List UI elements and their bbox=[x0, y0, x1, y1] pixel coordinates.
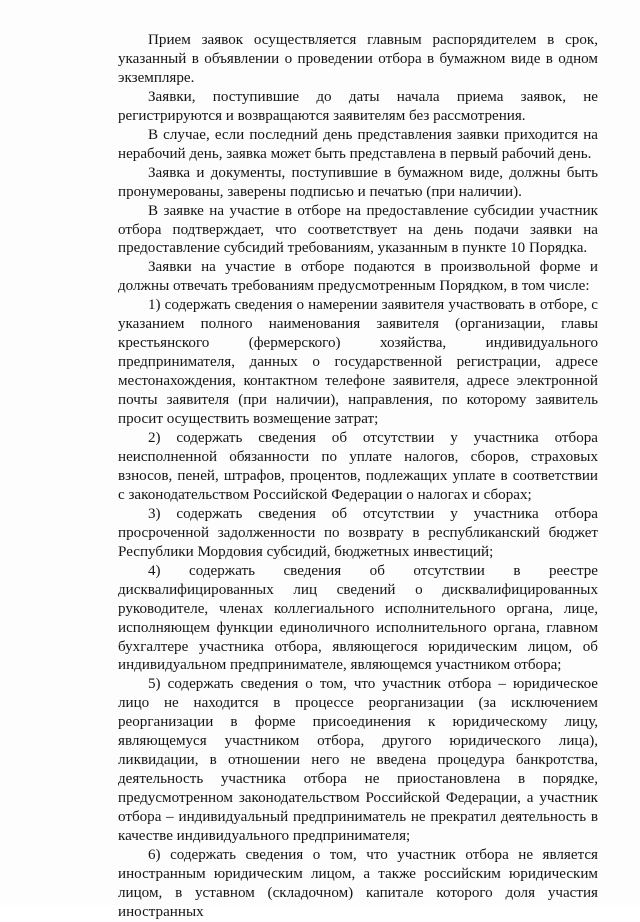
list-item-5: 5) содержать сведения о том, что участник отбора – юридическое лицо не находится в процессе реорганизации (за исключением реорганизации в форме присоединения к юридическому лицу, являющемуся участником отбора, другого юридического лица), ликвидации, в отношении него не введена процедура банкротства, деятельность участника отбора не приостановлена в порядке, предусмотренном законодательством Российской Федерации, а участник отбора – индивидуальный предприниматель не прекратил деятельность в качестве индивидуального предпринимателя; bbox=[118, 676, 598, 845]
list-item-1: 1) содержать сведения о намерении заявителя участвовать в отборе, с указанием полного наименования заявителя (организации, главы крестьянского (фермерского) хозяйства, индивидуального предпринимателя, данных о государственной регистрации, адресе местонахождения, контактном телефоне заявителя, адресе электронной почты заявителя (при наличии), направления, по которому заявитель просит осуществить возмещение затрат; bbox=[118, 297, 598, 428]
paragraph-non-working-day: В случае, если последний день представления заявки приходится на нерабочий день, заявка может быть представлена в первый рабочий день. bbox=[118, 126, 598, 162]
paragraph-early-applications: Заявки, поступившие до даты начала приема заявок, не регистрируются и возвращаются заявителям без рассмотрения. bbox=[118, 88, 598, 124]
list-item-3: 3) содержать сведения об отсутствии у участника отбора просроченной задолженности по возврату в республиканский бюджет Республики Мордовия субсидий, бюджетных инвестиций; bbox=[118, 505, 598, 560]
paragraph-submission-period: Прием заявок осуществляется главным распорядителем в срок, указанный в объявлении о проведении отбора в бумажном виде в одном экземпляре. bbox=[118, 32, 598, 86]
paragraph-compliance: В заявке на участие в отборе на предоставление субсидии участник отбора подтверждает, что соответствует на день подачи заявки на предоставление субсидий требованиям, указанным в пункте 10 Порядка. bbox=[118, 202, 598, 257]
list-item-4: 4) содержать сведения об отсутствии в реестре дисквалифицированных лиц сведений о дисквалифицированных руководителе, членах коллегиального исполнительного органа, лице, исполняющем функции единоличного исполнительного органа, главном бухгалтере участника отбора, являющегося юридическим лицом, об индивидуальном предпринимателе, являющемся участником отбора; bbox=[118, 562, 598, 674]
document-body bbox=[118, 31, 598, 922]
list-item-6: 6) содержать сведения о том, что участник отбора не является иностранным юридическим лицом, а также российским юридическим лицом, в уставном (складочном) капитале которого доля участия иностранных bbox=[118, 846, 598, 920]
list-item-2: 2) содержать сведения об отсутствии у участника отбора неисполненной обязанности по уплате налогов, сборов, страховых взносов, пеней, штрафов, процентов, подлежащих уплате в соответствии с законодательством Российской Федерации о налогах и сборах; bbox=[118, 430, 598, 503]
paragraph-numbering: Заявка и документы, поступившие в бумажном виде, должны быть пронумерованы, заверены подписью и печатью (при наличии). bbox=[118, 164, 598, 200]
paragraph-requirements-intro: Заявки на участие в отборе подаются в произвольной форме и должны отвечать требованиям предусмотренным Порядком, в том числе: bbox=[118, 259, 598, 295]
